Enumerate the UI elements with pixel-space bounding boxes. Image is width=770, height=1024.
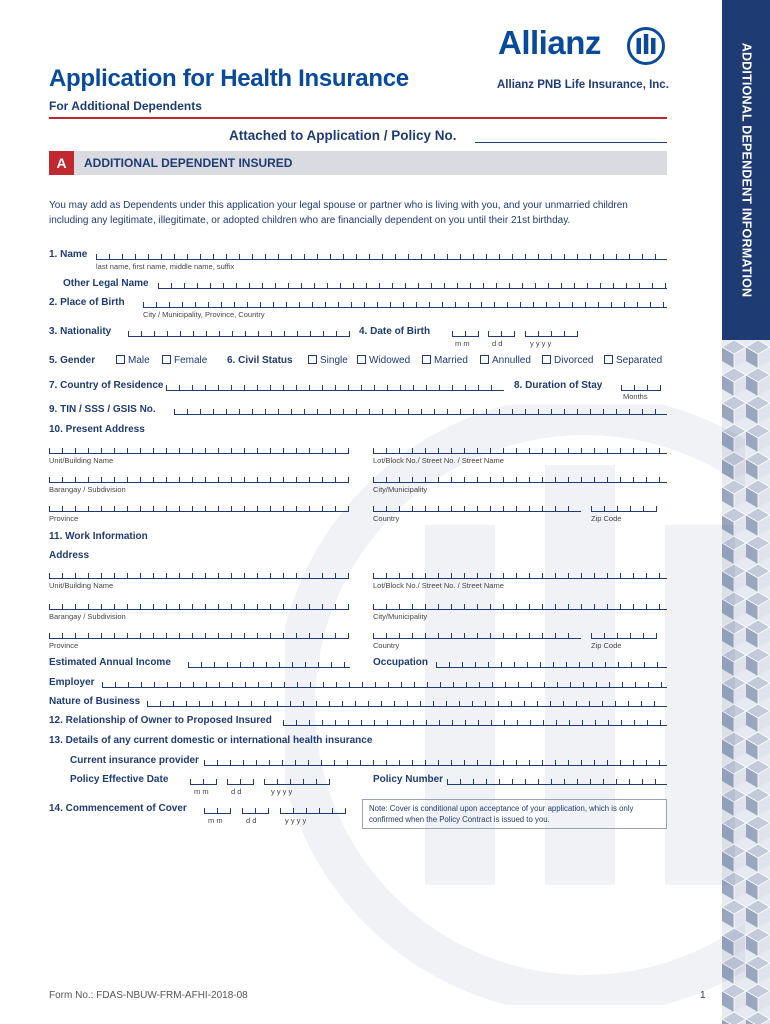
wa-country-hint: Country — [373, 641, 400, 650]
civil-separated[interactable]: Separated — [604, 355, 662, 366]
work-address-label: Address — [49, 550, 90, 561]
pa-province-hint: Province — [49, 514, 79, 523]
occupation-boxes[interactable] — [436, 659, 667, 668]
country-res-boxes[interactable] — [166, 382, 504, 391]
pa-unit-boxes[interactable] — [49, 445, 349, 454]
effective-mm-boxes[interactable] — [190, 776, 217, 785]
name-boxes[interactable] — [96, 251, 667, 260]
page-title: Application for Health Insurance — [49, 65, 409, 92]
business-label: Nature of Business — [49, 696, 141, 707]
effective-yyyy-hint: y y y y — [271, 787, 293, 796]
employer-boxes[interactable] — [102, 679, 667, 688]
effective-yyyy-boxes[interactable] — [264, 776, 330, 785]
side-band-label: ADDITIONAL DEPENDENT INFORMATION — [739, 42, 754, 298]
checkbox[interactable] — [308, 355, 317, 364]
civil-single[interactable]: Single — [308, 355, 348, 366]
wa-lot-hint: Lot/Block No./ Street No. / Street Name — [373, 581, 504, 590]
work-info-label: 11. Work Information — [49, 531, 148, 542]
occupation-label: Occupation — [373, 657, 429, 668]
civil-widowed[interactable]: Widowed — [357, 355, 410, 366]
birth-place-hint: City / Municipality, Province, Country — [143, 310, 265, 319]
commencement-yyyy-boxes[interactable] — [280, 805, 346, 814]
effective-dd-hint: d d — [231, 787, 242, 796]
cover-note: Note: Cover is conditional upon acceptance of your application, which is only confirmed when the Policy Contract is issued to you. — [362, 799, 667, 829]
wa-unit-hint: Unit/Building Name — [49, 581, 114, 590]
section-title: ADDITIONAL DEPENDENT INSURED — [84, 156, 293, 170]
civil-annulled[interactable]: Annulled — [480, 355, 531, 366]
duration-boxes[interactable] — [621, 382, 661, 391]
intro-text: You may add as Dependents under this application your legal spouse or partner who is living with you, and your unmarried children including any legitimate, illegitimate, or adopted children who are financially dependent on you until their 21st birthday. — [49, 200, 628, 226]
commencement-dd-boxes[interactable] — [242, 805, 269, 814]
pa-unit-hint: Unit/Building Name — [49, 456, 114, 465]
page-number: 1 — [700, 990, 706, 1001]
dob-yyyy-hint: y y y y — [530, 339, 552, 348]
other-name-boxes[interactable] — [158, 280, 667, 289]
checkbox[interactable] — [604, 355, 613, 364]
checkbox[interactable] — [162, 355, 171, 364]
country-res-label: 7. Country of Residence — [49, 380, 164, 391]
effective-mm-hint: m m — [194, 787, 209, 796]
income-boxes[interactable] — [188, 659, 350, 668]
tin-boxes[interactable] — [174, 406, 667, 415]
pa-city-hint: City/Municipality — [373, 485, 428, 494]
wa-country-boxes[interactable] — [373, 630, 581, 639]
wa-barangay-hint: Barangay / Subdivision — [49, 612, 126, 621]
effective-dd-boxes[interactable] — [227, 776, 254, 785]
duration-label: 8. Duration of Stay — [514, 380, 603, 391]
page-subtitle: For Additional Dependents — [49, 99, 202, 113]
details-label: 13. Details of any current domestic or international health insurance — [49, 735, 373, 746]
checkbox[interactable] — [480, 355, 489, 364]
checkbox[interactable] — [116, 355, 125, 364]
present-address-label: 10. Present Address — [49, 424, 145, 435]
commencement-yyyy-hint: y y y y — [285, 816, 307, 825]
effective-date-label: Policy Effective Date — [70, 774, 169, 785]
birth-place-boxes[interactable] — [143, 299, 667, 308]
form-number: Form No.: FDAS-NBUW-FRM-AFHI-2018-08 — [49, 990, 248, 1001]
pa-province-boxes[interactable] — [49, 503, 349, 512]
attached-label: Attached to Application / Policy No. — [229, 128, 457, 143]
employer-label: Employer — [49, 677, 95, 688]
wa-unit-boxes[interactable] — [49, 570, 349, 579]
civil-status-label: 6. Civil Status — [227, 355, 293, 366]
checkbox[interactable] — [357, 355, 366, 364]
wa-zip-hint: Zip Code — [591, 641, 622, 650]
wa-barangay-boxes[interactable] — [49, 601, 349, 610]
pa-barangay-boxes[interactable] — [49, 474, 349, 483]
commencement-mm-boxes[interactable] — [204, 805, 231, 814]
relationship-label: 12. Relationship of Owner to Proposed Insured — [49, 715, 272, 726]
nationality-boxes[interactable] — [128, 328, 350, 337]
header-rule — [49, 117, 667, 119]
pa-lot-boxes[interactable] — [373, 445, 667, 454]
company-name: Allianz PNB Life Insurance, Inc. — [497, 79, 669, 91]
dob-label: 4. Date of Birth — [359, 326, 431, 337]
dob-dd-boxes[interactable] — [488, 328, 515, 337]
pa-city-boxes[interactable] — [373, 474, 667, 483]
pa-country-hint: Country — [373, 514, 400, 523]
civil-divorced[interactable]: Divorced — [542, 355, 593, 366]
brand-logo — [498, 24, 670, 68]
dob-mm-boxes[interactable] — [452, 328, 479, 337]
dob-dd-hint: d d — [492, 339, 503, 348]
commencement-label: 14. Commencement of Cover — [49, 803, 187, 814]
months-hint: Months — [623, 392, 648, 401]
wa-lot-boxes[interactable] — [373, 570, 667, 579]
checkbox[interactable] — [422, 355, 431, 364]
gender-label: 5. Gender — [49, 355, 96, 366]
nationality-label: 3. Nationality — [49, 326, 112, 337]
wa-zip-boxes[interactable] — [591, 630, 657, 639]
commencement-dd-hint: d d — [246, 816, 257, 825]
provider-label: Current insurance provider — [70, 755, 199, 766]
pa-zip-hint: Zip Code — [591, 514, 622, 523]
income-label: Estimated Annual Income — [49, 657, 171, 668]
gender-male[interactable]: Male — [116, 355, 150, 366]
dob-mm-hint: m m — [455, 339, 470, 348]
allianz-eagle-icon — [626, 26, 666, 66]
dob-yyyy-boxes[interactable] — [525, 328, 578, 337]
gender-female[interactable]: Female — [162, 355, 207, 366]
provider-boxes[interactable] — [204, 757, 667, 766]
tin-label: 9. TIN / SSS / GSIS No. — [49, 404, 156, 415]
brand-wordmark: Allianz — [498, 24, 601, 61]
other-name-label: Other Legal Name — [63, 278, 149, 289]
relationship-boxes[interactable] — [283, 717, 667, 726]
civil-married[interactable]: Married — [422, 355, 468, 366]
wa-province-boxes[interactable] — [49, 630, 349, 639]
policy-number-label: Policy Number — [373, 774, 444, 785]
wa-city-hint: City/Municipality — [373, 612, 428, 621]
pa-barangay-hint: Barangay / Subdivision — [49, 485, 126, 494]
name-label: 1. Name — [49, 249, 88, 260]
section-letter: A — [49, 151, 74, 175]
business-boxes[interactable] — [147, 698, 667, 707]
pa-lot-hint: Lot/Block No./ Street No. / Street Name — [373, 456, 504, 465]
wa-city-boxes[interactable] — [373, 601, 667, 610]
birth-place-label: 2. Place of Birth — [49, 297, 125, 308]
pa-zip-boxes[interactable] — [591, 503, 657, 512]
wa-province-hint: Province — [49, 641, 79, 650]
policy-number-boxes[interactable] — [447, 776, 667, 785]
name-hint: last name, first name, middle name, suffix — [96, 262, 235, 271]
pa-country-boxes[interactable] — [373, 503, 581, 512]
policy-no-field[interactable] — [475, 142, 667, 143]
checkbox[interactable] — [542, 355, 551, 364]
commencement-mm-hint: m m — [208, 816, 223, 825]
